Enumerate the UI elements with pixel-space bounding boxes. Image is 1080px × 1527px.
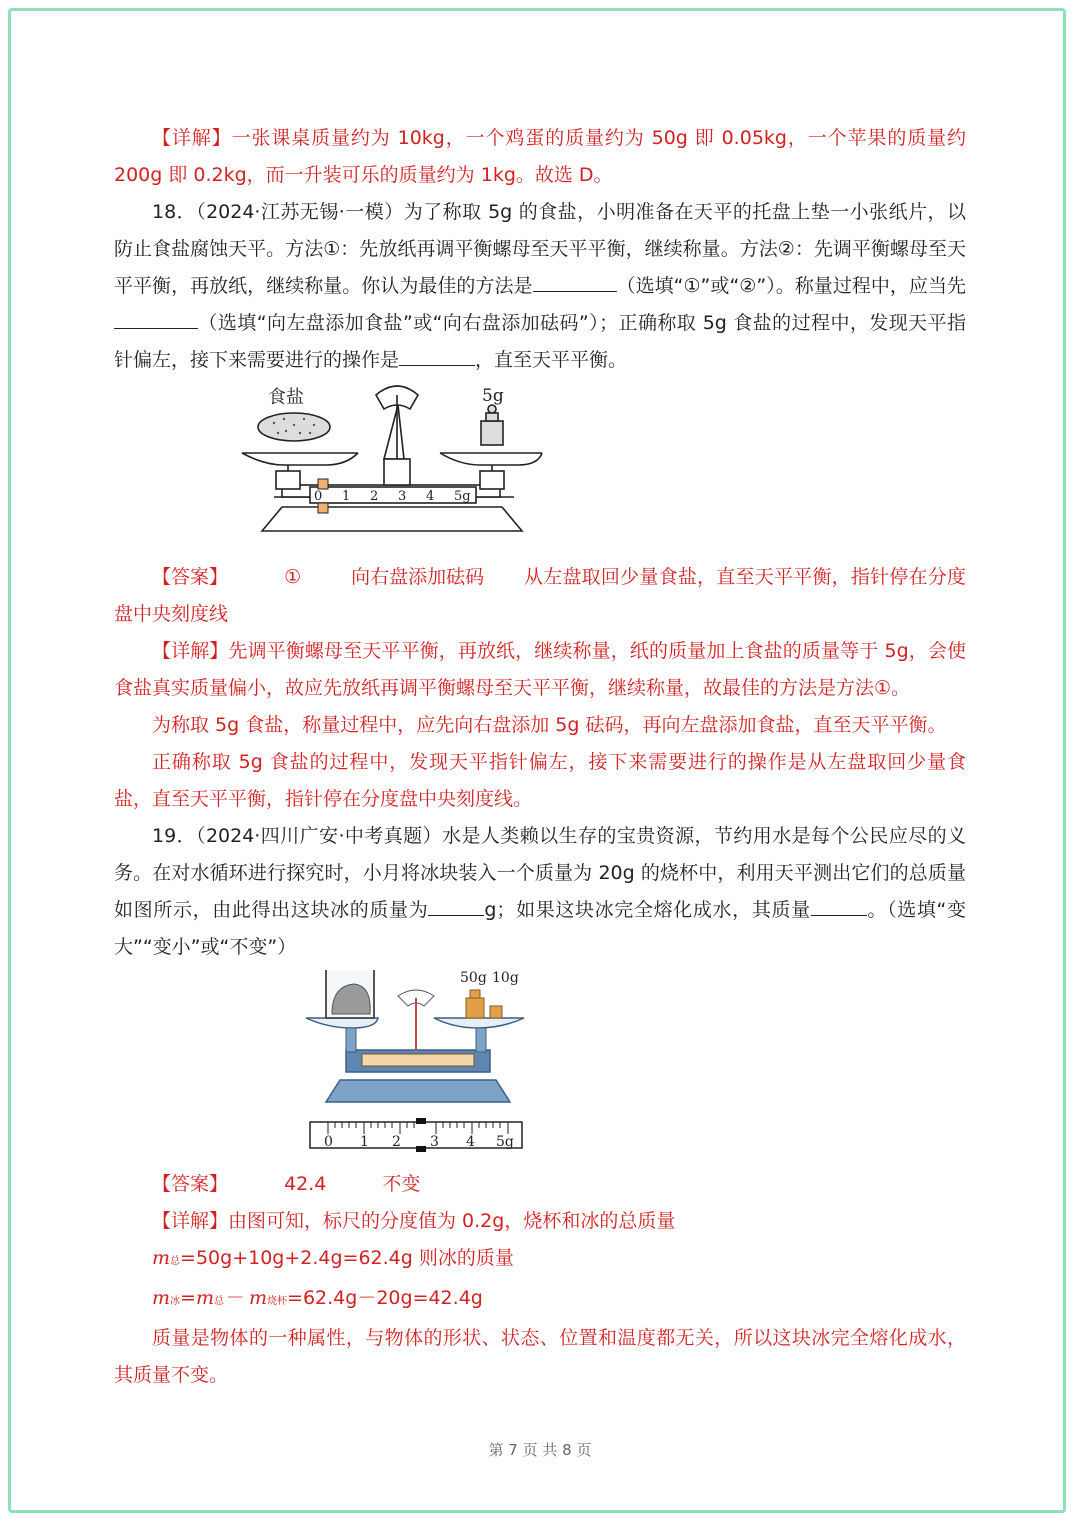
q19-equation-2: m冰=m总－ m烧杯=62.4g－20g=42.4g xyxy=(152,1287,483,1309)
svg-text:3: 3 xyxy=(398,489,407,504)
svg-text:0: 0 xyxy=(314,489,323,504)
q19-left-pan xyxy=(306,1018,378,1028)
q19-answer-2: 不变 xyxy=(382,1173,421,1195)
q19-right-pan xyxy=(434,1018,524,1028)
q18-detail-2: 为称取 5g 食盐，称量过程中，应先向右盘添加 5g 砝码，再向左盘添加食盐，直至天平平衡。 xyxy=(152,714,947,736)
svg-text:1: 1 xyxy=(342,489,351,504)
svg-text:4: 4 xyxy=(426,489,435,504)
q18-stem-c: （选填“向左盘添加食盐”或“向右盘添加砝码”）；正确称取 5g 食盐的过程中，发现天平指针偏左，接下来需要进行的操作是 xyxy=(114,312,966,371)
q18-answer-3: 从左盘取回少量食盐，直至天平平衡，指针停在分度盘中央刻度线 xyxy=(114,566,966,625)
q18-blank-3 xyxy=(399,347,475,366)
page-footer: 第 7 页 共 8 页 xyxy=(488,1441,592,1459)
q19-answer-1: 42.4 xyxy=(284,1173,327,1195)
q18-blank-2 xyxy=(114,310,198,329)
q19-base xyxy=(326,1080,510,1102)
q19-weight-50g xyxy=(466,998,484,1018)
svg-text:2: 2 xyxy=(370,489,379,504)
q18-answer-tag: 【答案】 xyxy=(152,566,229,588)
balance-base xyxy=(262,507,522,531)
q19-stem xyxy=(114,818,966,966)
scale-strip xyxy=(310,487,476,503)
q19-weight-label-50g: 50g xyxy=(460,970,487,986)
q18-detail-3: 正确称取 5g 食盐的过程中，发现天平指针偏左，接下来需要进行的操作是从左盘取回少量食盐，直至天平平衡，指针停在分度盘中央刻度线。 xyxy=(114,751,966,810)
q18-detail-1: 【详解】先调平衡螺母至天平平衡，再放纸，继续称量，纸的质量加上食盐的质量等于 5g，会使食盐真实质量偏小，故应先放纸再调平衡螺母至天平平衡，继续称量，故最佳的方法是方法①。 xyxy=(114,640,966,699)
weight-label: 5g xyxy=(482,386,504,406)
svg-text:5g: 5g xyxy=(454,489,471,504)
q19-weight-label-10g: 10g xyxy=(492,970,519,986)
q18-stem-b: （选填“①”或“②”）。称量过程中，应当先 xyxy=(616,275,966,297)
q19-detail-1: 【详解】由图可知，标尺的分度值为 0.2g，烧杯和冰的总质量 xyxy=(152,1210,676,1232)
page-content xyxy=(114,120,966,1394)
svg-text:2: 2 xyxy=(392,1134,401,1150)
q18-balance-svg xyxy=(114,379,966,559)
q19-stem-b: g；如果这块冰完全熔化成水，其质量 xyxy=(484,899,811,921)
svg-text:3: 3 xyxy=(430,1134,439,1150)
salt-pile xyxy=(258,413,330,441)
q19-beam-scale xyxy=(362,1054,474,1066)
q18-answer-2: 向右盘添加砝码 xyxy=(351,566,485,588)
right-pan xyxy=(440,453,542,465)
q18-stem-d: ，直至天平平衡。 xyxy=(475,349,628,371)
weight-5g xyxy=(481,421,503,445)
q19-detail-2: 质量是物体的一种属性，与物体的形状、状态、位置和温度都无关，所以这块冰完全熔化成水，其质量不变。 xyxy=(114,1327,966,1386)
q19-balance-figure xyxy=(114,966,966,1166)
rider-bottom xyxy=(318,503,328,513)
q19-weight-10g xyxy=(490,1006,502,1018)
rider-top xyxy=(318,479,328,489)
svg-text:5g: 5g xyxy=(496,1134,514,1150)
pointer-pillar xyxy=(384,405,404,459)
q19-answer xyxy=(114,1166,966,1203)
q18-stem-a: 18．（2024·江苏无锡·一模）为了称取 5g 的食盐，小明准备在天平的托盘上垫一小张纸片，以防止食盐腐蚀天平。方法①：先放纸再调平衡螺母至天平平衡，继续称量。方法②：先调平衡螺母至天平平衡，再放纸，继续称量。你认为最佳的方法是 xyxy=(114,201,966,297)
q19-blank-2 xyxy=(811,897,867,916)
q19-equation-1: m总=50g+10g+2.4g=62.4g 则冰的质量 xyxy=(152,1247,514,1269)
q19-blank-1 xyxy=(428,897,484,916)
q19-balance-svg xyxy=(114,966,966,1166)
q18-balance-figure xyxy=(114,379,966,559)
q17-detail: 【详解】一张课桌质量约为 10kg，一个鸡蛋的质量约为 50g 即 0.05kg，一个苹果的质量约 200g 即 0.2kg，而一升装可乐的质量约为 1kg。故选 D。 xyxy=(114,127,966,186)
q19-stem-a: 19．（2024·四川广安·中考真题）水是人类赖以生存的宝贵资源，节约用水是每个公民应尽的义务。在对水循环进行探究时，小月将冰块装入一个质量为 20g 的烧杯中，利用天平测出它们的总质量如图所示，由此得出这块冰的质量为 xyxy=(114,825,966,921)
q18-answer-1: ① xyxy=(284,566,302,588)
svg-text:0: 0 xyxy=(324,1134,333,1150)
q19-answer-tag: 【答案】 xyxy=(152,1173,229,1195)
q18-blank-1 xyxy=(533,273,617,292)
left-pan xyxy=(242,453,358,465)
q18-stem xyxy=(114,194,966,379)
q19-rider-bottom xyxy=(416,1146,426,1152)
svg-text:4: 4 xyxy=(466,1134,475,1150)
svg-text:1: 1 xyxy=(360,1134,369,1150)
q19-rider-top xyxy=(416,1118,426,1124)
q19-stem-c: 。（选填“变大”“变小”或“不变”） xyxy=(114,899,967,958)
salt-label: 食盐 xyxy=(268,387,304,408)
